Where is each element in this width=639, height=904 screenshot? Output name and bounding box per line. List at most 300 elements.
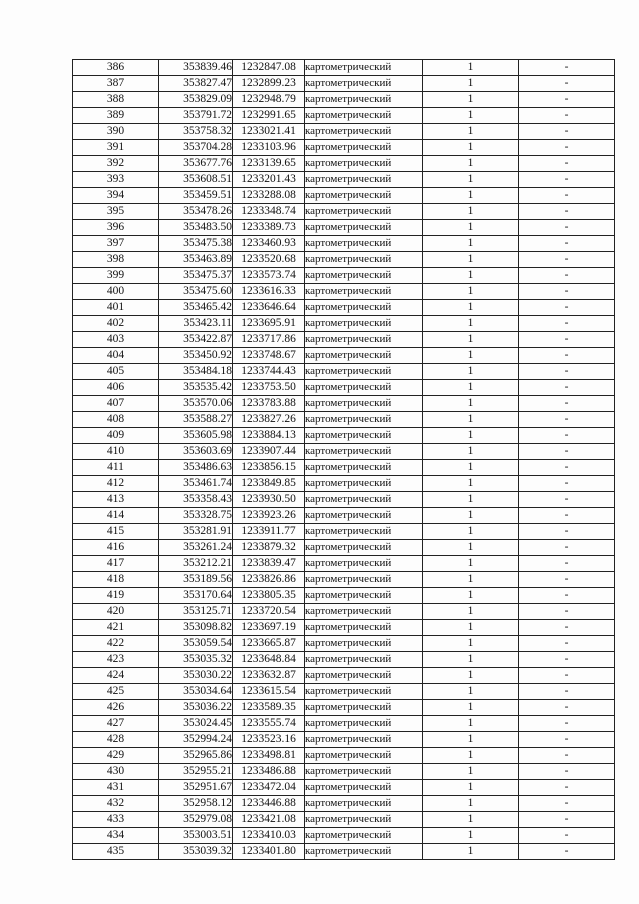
accuracy-cell: 1 — [423, 732, 519, 748]
x-coordinate-cell: 353422.87 — [159, 332, 233, 348]
y-coordinate-cell: 1233879.32 — [233, 540, 305, 556]
note-cell: - — [519, 460, 615, 476]
note-cell: - — [519, 572, 615, 588]
x-coordinate-cell: 353035.32 — [159, 652, 233, 668]
table-row — [73, 252, 615, 268]
point-number-cell: 396 — [73, 220, 159, 236]
accuracy-cell: 1 — [423, 332, 519, 348]
method-cell: картометрический — [305, 396, 423, 412]
table-row — [73, 76, 615, 92]
accuracy-cell: 1 — [423, 444, 519, 460]
note-cell: - — [519, 268, 615, 284]
point-number-cell: 398 — [73, 252, 159, 268]
accuracy-cell: 1 — [423, 652, 519, 668]
table-row — [73, 220, 615, 236]
y-coordinate-cell: 1233930.50 — [233, 492, 305, 508]
method-cell: картометрический — [305, 780, 423, 796]
x-coordinate-cell: 352965.86 — [159, 748, 233, 764]
table-row — [73, 572, 615, 588]
table-row — [73, 172, 615, 188]
y-coordinate-cell: 1233410.03 — [233, 828, 305, 844]
y-coordinate-cell: 1232991.65 — [233, 108, 305, 124]
x-coordinate-cell: 353535.42 — [159, 380, 233, 396]
table-row — [73, 444, 615, 460]
note-cell: - — [519, 636, 615, 652]
x-coordinate-cell: 353261.24 — [159, 540, 233, 556]
accuracy-cell: 1 — [423, 540, 519, 556]
table-row — [73, 588, 615, 604]
y-coordinate-cell: 1233665.87 — [233, 636, 305, 652]
table-row — [73, 732, 615, 748]
x-coordinate-cell: 353827.47 — [159, 76, 233, 92]
table-row — [73, 428, 615, 444]
method-cell: картометрический — [305, 476, 423, 492]
method-cell: картометрический — [305, 508, 423, 524]
accuracy-cell: 1 — [423, 188, 519, 204]
point-number-cell: 421 — [73, 620, 159, 636]
y-coordinate-cell: 1233648.84 — [233, 652, 305, 668]
accuracy-cell: 1 — [423, 412, 519, 428]
y-coordinate-cell: 1233911.77 — [233, 524, 305, 540]
x-coordinate-cell: 353603.69 — [159, 444, 233, 460]
accuracy-cell: 1 — [423, 556, 519, 572]
table-row — [73, 108, 615, 124]
point-number-cell: 415 — [73, 524, 159, 540]
x-coordinate-cell: 353059.54 — [159, 636, 233, 652]
y-coordinate-cell: 1233021.41 — [233, 124, 305, 140]
method-cell: картометрический — [305, 764, 423, 780]
x-coordinate-cell: 353486.63 — [159, 460, 233, 476]
y-coordinate-cell: 1233460.93 — [233, 236, 305, 252]
x-coordinate-cell: 353039.32 — [159, 844, 233, 860]
point-number-cell: 393 — [73, 172, 159, 188]
y-coordinate-cell: 1232948.79 — [233, 92, 305, 108]
note-cell: - — [519, 428, 615, 444]
method-cell: картометрический — [305, 444, 423, 460]
note-cell: - — [519, 108, 615, 124]
method-cell: картометрический — [305, 460, 423, 476]
table-row — [73, 844, 615, 860]
x-coordinate-cell: 353605.98 — [159, 428, 233, 444]
accuracy-cell: 1 — [423, 508, 519, 524]
accuracy-cell: 1 — [423, 572, 519, 588]
y-coordinate-cell: 1233348.74 — [233, 204, 305, 220]
accuracy-cell: 1 — [423, 156, 519, 172]
note-cell: - — [519, 796, 615, 812]
accuracy-cell: 1 — [423, 684, 519, 700]
note-cell: - — [519, 604, 615, 620]
note-cell: - — [519, 540, 615, 556]
y-coordinate-cell: 1233520.68 — [233, 252, 305, 268]
y-coordinate-cell: 1233697.19 — [233, 620, 305, 636]
point-number-cell: 432 — [73, 796, 159, 812]
note-cell: - — [519, 172, 615, 188]
table-row — [73, 204, 615, 220]
y-coordinate-cell: 1233139.65 — [233, 156, 305, 172]
x-coordinate-cell: 353034.64 — [159, 684, 233, 700]
x-coordinate-cell: 353024.45 — [159, 716, 233, 732]
note-cell: - — [519, 236, 615, 252]
note-cell: - — [519, 700, 615, 716]
accuracy-cell: 1 — [423, 364, 519, 380]
table-row — [73, 124, 615, 140]
point-number-cell: 416 — [73, 540, 159, 556]
point-number-cell: 388 — [73, 92, 159, 108]
y-coordinate-cell: 1233589.35 — [233, 700, 305, 716]
note-cell: - — [519, 316, 615, 332]
point-number-cell: 435 — [73, 844, 159, 860]
point-number-cell: 391 — [73, 140, 159, 156]
note-cell: - — [519, 124, 615, 140]
point-number-cell: 412 — [73, 476, 159, 492]
point-number-cell: 434 — [73, 828, 159, 844]
x-coordinate-cell: 353212.21 — [159, 556, 233, 572]
table-row — [73, 524, 615, 540]
accuracy-cell: 1 — [423, 812, 519, 828]
note-cell: - — [519, 588, 615, 604]
note-cell: - — [519, 140, 615, 156]
point-number-cell: 400 — [73, 284, 159, 300]
x-coordinate-cell: 353791.72 — [159, 108, 233, 124]
method-cell: картометрический — [305, 92, 423, 108]
accuracy-cell: 1 — [423, 636, 519, 652]
note-cell: - — [519, 668, 615, 684]
accuracy-cell: 1 — [423, 60, 519, 76]
accuracy-cell: 1 — [423, 700, 519, 716]
table-row — [73, 668, 615, 684]
y-coordinate-cell: 1233616.33 — [233, 284, 305, 300]
coordinates-table — [72, 59, 615, 860]
note-cell: - — [519, 844, 615, 860]
note-cell: - — [519, 92, 615, 108]
note-cell: - — [519, 396, 615, 412]
table-row — [73, 604, 615, 620]
point-number-cell: 426 — [73, 700, 159, 716]
table-row — [73, 268, 615, 284]
method-cell: картометрический — [305, 716, 423, 732]
method-cell: картометрический — [305, 636, 423, 652]
point-number-cell: 413 — [73, 492, 159, 508]
method-cell: картометрический — [305, 540, 423, 556]
note-cell: - — [519, 476, 615, 492]
x-coordinate-cell: 353484.18 — [159, 364, 233, 380]
point-number-cell: 390 — [73, 124, 159, 140]
table-row — [73, 716, 615, 732]
accuracy-cell: 1 — [423, 588, 519, 604]
x-coordinate-cell: 353483.50 — [159, 220, 233, 236]
method-cell: картометрический — [305, 732, 423, 748]
point-number-cell: 418 — [73, 572, 159, 588]
note-cell: - — [519, 508, 615, 524]
y-coordinate-cell: 1233753.50 — [233, 380, 305, 396]
x-coordinate-cell: 353170.64 — [159, 588, 233, 604]
accuracy-cell: 1 — [423, 252, 519, 268]
table-row — [73, 380, 615, 396]
y-coordinate-cell: 1233523.16 — [233, 732, 305, 748]
table-row — [73, 476, 615, 492]
point-number-cell: 410 — [73, 444, 159, 460]
method-cell: картометрический — [305, 556, 423, 572]
note-cell: - — [519, 76, 615, 92]
method-cell: картометрический — [305, 204, 423, 220]
table-row — [73, 348, 615, 364]
note-cell: - — [519, 348, 615, 364]
x-coordinate-cell: 353328.75 — [159, 508, 233, 524]
x-coordinate-cell: 353839.46 — [159, 60, 233, 76]
method-cell: картометрический — [305, 252, 423, 268]
note-cell: - — [519, 332, 615, 348]
note-cell: - — [519, 492, 615, 508]
note-cell: - — [519, 828, 615, 844]
y-coordinate-cell: 1232847.08 — [233, 60, 305, 76]
x-coordinate-cell: 353829.09 — [159, 92, 233, 108]
accuracy-cell: 1 — [423, 748, 519, 764]
x-coordinate-cell: 353459.51 — [159, 188, 233, 204]
x-coordinate-cell: 353704.28 — [159, 140, 233, 156]
method-cell: картометрический — [305, 748, 423, 764]
accuracy-cell: 1 — [423, 124, 519, 140]
accuracy-cell: 1 — [423, 348, 519, 364]
point-number-cell: 403 — [73, 332, 159, 348]
x-coordinate-cell: 352958.12 — [159, 796, 233, 812]
note-cell: - — [519, 732, 615, 748]
point-number-cell: 428 — [73, 732, 159, 748]
method-cell: картометрический — [305, 300, 423, 316]
note-cell: - — [519, 188, 615, 204]
x-coordinate-cell: 353463.89 — [159, 252, 233, 268]
x-coordinate-cell: 352994.24 — [159, 732, 233, 748]
point-number-cell: 433 — [73, 812, 159, 828]
method-cell: картометрический — [305, 796, 423, 812]
accuracy-cell: 1 — [423, 716, 519, 732]
method-cell: картометрический — [305, 76, 423, 92]
note-cell: - — [519, 284, 615, 300]
x-coordinate-cell: 353475.37 — [159, 268, 233, 284]
method-cell: картометрический — [305, 316, 423, 332]
point-number-cell: 399 — [73, 268, 159, 284]
table-row — [73, 780, 615, 796]
y-coordinate-cell: 1233486.88 — [233, 764, 305, 780]
accuracy-cell: 1 — [423, 76, 519, 92]
method-cell: картометрический — [305, 668, 423, 684]
y-coordinate-cell: 1233856.15 — [233, 460, 305, 476]
accuracy-cell: 1 — [423, 284, 519, 300]
point-number-cell: 417 — [73, 556, 159, 572]
x-coordinate-cell: 353475.38 — [159, 236, 233, 252]
note-cell: - — [519, 60, 615, 76]
accuracy-cell: 1 — [423, 620, 519, 636]
table-row — [73, 300, 615, 316]
accuracy-cell: 1 — [423, 172, 519, 188]
method-cell: картометрический — [305, 844, 423, 860]
point-number-cell: 386 — [73, 60, 159, 76]
table-row — [73, 60, 615, 76]
point-number-cell: 431 — [73, 780, 159, 796]
y-coordinate-cell: 1233826.86 — [233, 572, 305, 588]
table-row — [73, 684, 615, 700]
y-coordinate-cell: 1233695.91 — [233, 316, 305, 332]
note-cell: - — [519, 380, 615, 396]
table-row — [73, 236, 615, 252]
note-cell: - — [519, 556, 615, 572]
point-number-cell: 394 — [73, 188, 159, 204]
y-coordinate-cell: 1233401.80 — [233, 844, 305, 860]
method-cell: картометрический — [305, 524, 423, 540]
note-cell: - — [519, 716, 615, 732]
note-cell: - — [519, 812, 615, 828]
y-coordinate-cell: 1233472.04 — [233, 780, 305, 796]
accuracy-cell: 1 — [423, 300, 519, 316]
y-coordinate-cell: 1233555.74 — [233, 716, 305, 732]
accuracy-cell: 1 — [423, 268, 519, 284]
method-cell: картометрический — [305, 140, 423, 156]
point-number-cell: 407 — [73, 396, 159, 412]
accuracy-cell: 1 — [423, 316, 519, 332]
note-cell: - — [519, 764, 615, 780]
point-number-cell: 422 — [73, 636, 159, 652]
method-cell: картометрический — [305, 236, 423, 252]
table-row — [73, 364, 615, 380]
table-row — [73, 188, 615, 204]
y-coordinate-cell: 1233839.47 — [233, 556, 305, 572]
method-cell: картометрический — [305, 220, 423, 236]
method-cell: картометрический — [305, 604, 423, 620]
table-row — [73, 492, 615, 508]
point-number-cell: 397 — [73, 236, 159, 252]
y-coordinate-cell: 1233201.43 — [233, 172, 305, 188]
x-coordinate-cell: 353358.43 — [159, 492, 233, 508]
accuracy-cell: 1 — [423, 828, 519, 844]
method-cell: картометрический — [305, 124, 423, 140]
accuracy-cell: 1 — [423, 604, 519, 620]
point-number-cell: 427 — [73, 716, 159, 732]
y-coordinate-cell: 1233288.08 — [233, 188, 305, 204]
table-row — [73, 316, 615, 332]
x-coordinate-cell: 353036.22 — [159, 700, 233, 716]
accuracy-cell: 1 — [423, 668, 519, 684]
method-cell: картометрический — [305, 188, 423, 204]
table-row — [73, 140, 615, 156]
method-cell: картометрический — [305, 492, 423, 508]
y-coordinate-cell: 1233646.64 — [233, 300, 305, 316]
method-cell: картометрический — [305, 588, 423, 604]
note-cell: - — [519, 252, 615, 268]
method-cell: картометрический — [305, 572, 423, 588]
point-number-cell: 425 — [73, 684, 159, 700]
note-cell: - — [519, 748, 615, 764]
accuracy-cell: 1 — [423, 220, 519, 236]
point-number-cell: 411 — [73, 460, 159, 476]
y-coordinate-cell: 1233720.54 — [233, 604, 305, 620]
y-coordinate-cell: 1233805.35 — [233, 588, 305, 604]
note-cell: - — [519, 780, 615, 796]
table-row — [73, 332, 615, 348]
x-coordinate-cell: 352955.21 — [159, 764, 233, 780]
note-cell: - — [519, 684, 615, 700]
method-cell: картометрический — [305, 700, 423, 716]
x-coordinate-cell: 353758.32 — [159, 124, 233, 140]
point-number-cell: 395 — [73, 204, 159, 220]
y-coordinate-cell: 1233615.54 — [233, 684, 305, 700]
accuracy-cell: 1 — [423, 764, 519, 780]
x-coordinate-cell: 353450.92 — [159, 348, 233, 364]
y-coordinate-cell: 1233923.26 — [233, 508, 305, 524]
method-cell: картометрический — [305, 284, 423, 300]
note-cell: - — [519, 412, 615, 428]
x-coordinate-cell: 353125.71 — [159, 604, 233, 620]
point-number-cell: 408 — [73, 412, 159, 428]
x-coordinate-cell: 353030.22 — [159, 668, 233, 684]
x-coordinate-cell: 353478.26 — [159, 204, 233, 220]
y-coordinate-cell: 1233884.13 — [233, 428, 305, 444]
y-coordinate-cell: 1233498.81 — [233, 748, 305, 764]
accuracy-cell: 1 — [423, 796, 519, 812]
point-number-cell: 389 — [73, 108, 159, 124]
y-coordinate-cell: 1233573.74 — [233, 268, 305, 284]
method-cell: картометрический — [305, 812, 423, 828]
y-coordinate-cell: 1233744.43 — [233, 364, 305, 380]
y-coordinate-cell: 1233827.26 — [233, 412, 305, 428]
x-coordinate-cell: 352951.67 — [159, 780, 233, 796]
x-coordinate-cell: 353281.91 — [159, 524, 233, 540]
point-number-cell: 430 — [73, 764, 159, 780]
y-coordinate-cell: 1233632.87 — [233, 668, 305, 684]
table-row — [73, 764, 615, 780]
method-cell: картометрический — [305, 332, 423, 348]
note-cell: - — [519, 364, 615, 380]
method-cell: картометрический — [305, 60, 423, 76]
x-coordinate-cell: 353570.06 — [159, 396, 233, 412]
note-cell: - — [519, 220, 615, 236]
accuracy-cell: 1 — [423, 780, 519, 796]
method-cell: картометрический — [305, 620, 423, 636]
point-number-cell: 401 — [73, 300, 159, 316]
x-coordinate-cell: 353423.11 — [159, 316, 233, 332]
table-row — [73, 92, 615, 108]
x-coordinate-cell: 353098.82 — [159, 620, 233, 636]
accuracy-cell: 1 — [423, 108, 519, 124]
accuracy-cell: 1 — [423, 844, 519, 860]
x-coordinate-cell: 353465.42 — [159, 300, 233, 316]
method-cell: картометрический — [305, 380, 423, 396]
note-cell: - — [519, 620, 615, 636]
point-number-cell: 406 — [73, 380, 159, 396]
method-cell: картометрический — [305, 828, 423, 844]
table-row — [73, 508, 615, 524]
x-coordinate-cell: 353608.51 — [159, 172, 233, 188]
method-cell: картометрический — [305, 108, 423, 124]
table-row — [73, 460, 615, 476]
point-number-cell: 420 — [73, 604, 159, 620]
table-row — [73, 700, 615, 716]
x-coordinate-cell: 353189.56 — [159, 572, 233, 588]
note-cell: - — [519, 524, 615, 540]
x-coordinate-cell: 353475.60 — [159, 284, 233, 300]
table-row — [73, 620, 615, 636]
accuracy-cell: 1 — [423, 396, 519, 412]
table-row — [73, 828, 615, 844]
accuracy-cell: 1 — [423, 524, 519, 540]
accuracy-cell: 1 — [423, 204, 519, 220]
note-cell: - — [519, 204, 615, 220]
y-coordinate-cell: 1233421.08 — [233, 812, 305, 828]
y-coordinate-cell: 1233849.85 — [233, 476, 305, 492]
table-row — [73, 652, 615, 668]
coordinates-table-body — [73, 60, 615, 860]
method-cell: картометрический — [305, 428, 423, 444]
accuracy-cell: 1 — [423, 236, 519, 252]
note-cell: - — [519, 156, 615, 172]
